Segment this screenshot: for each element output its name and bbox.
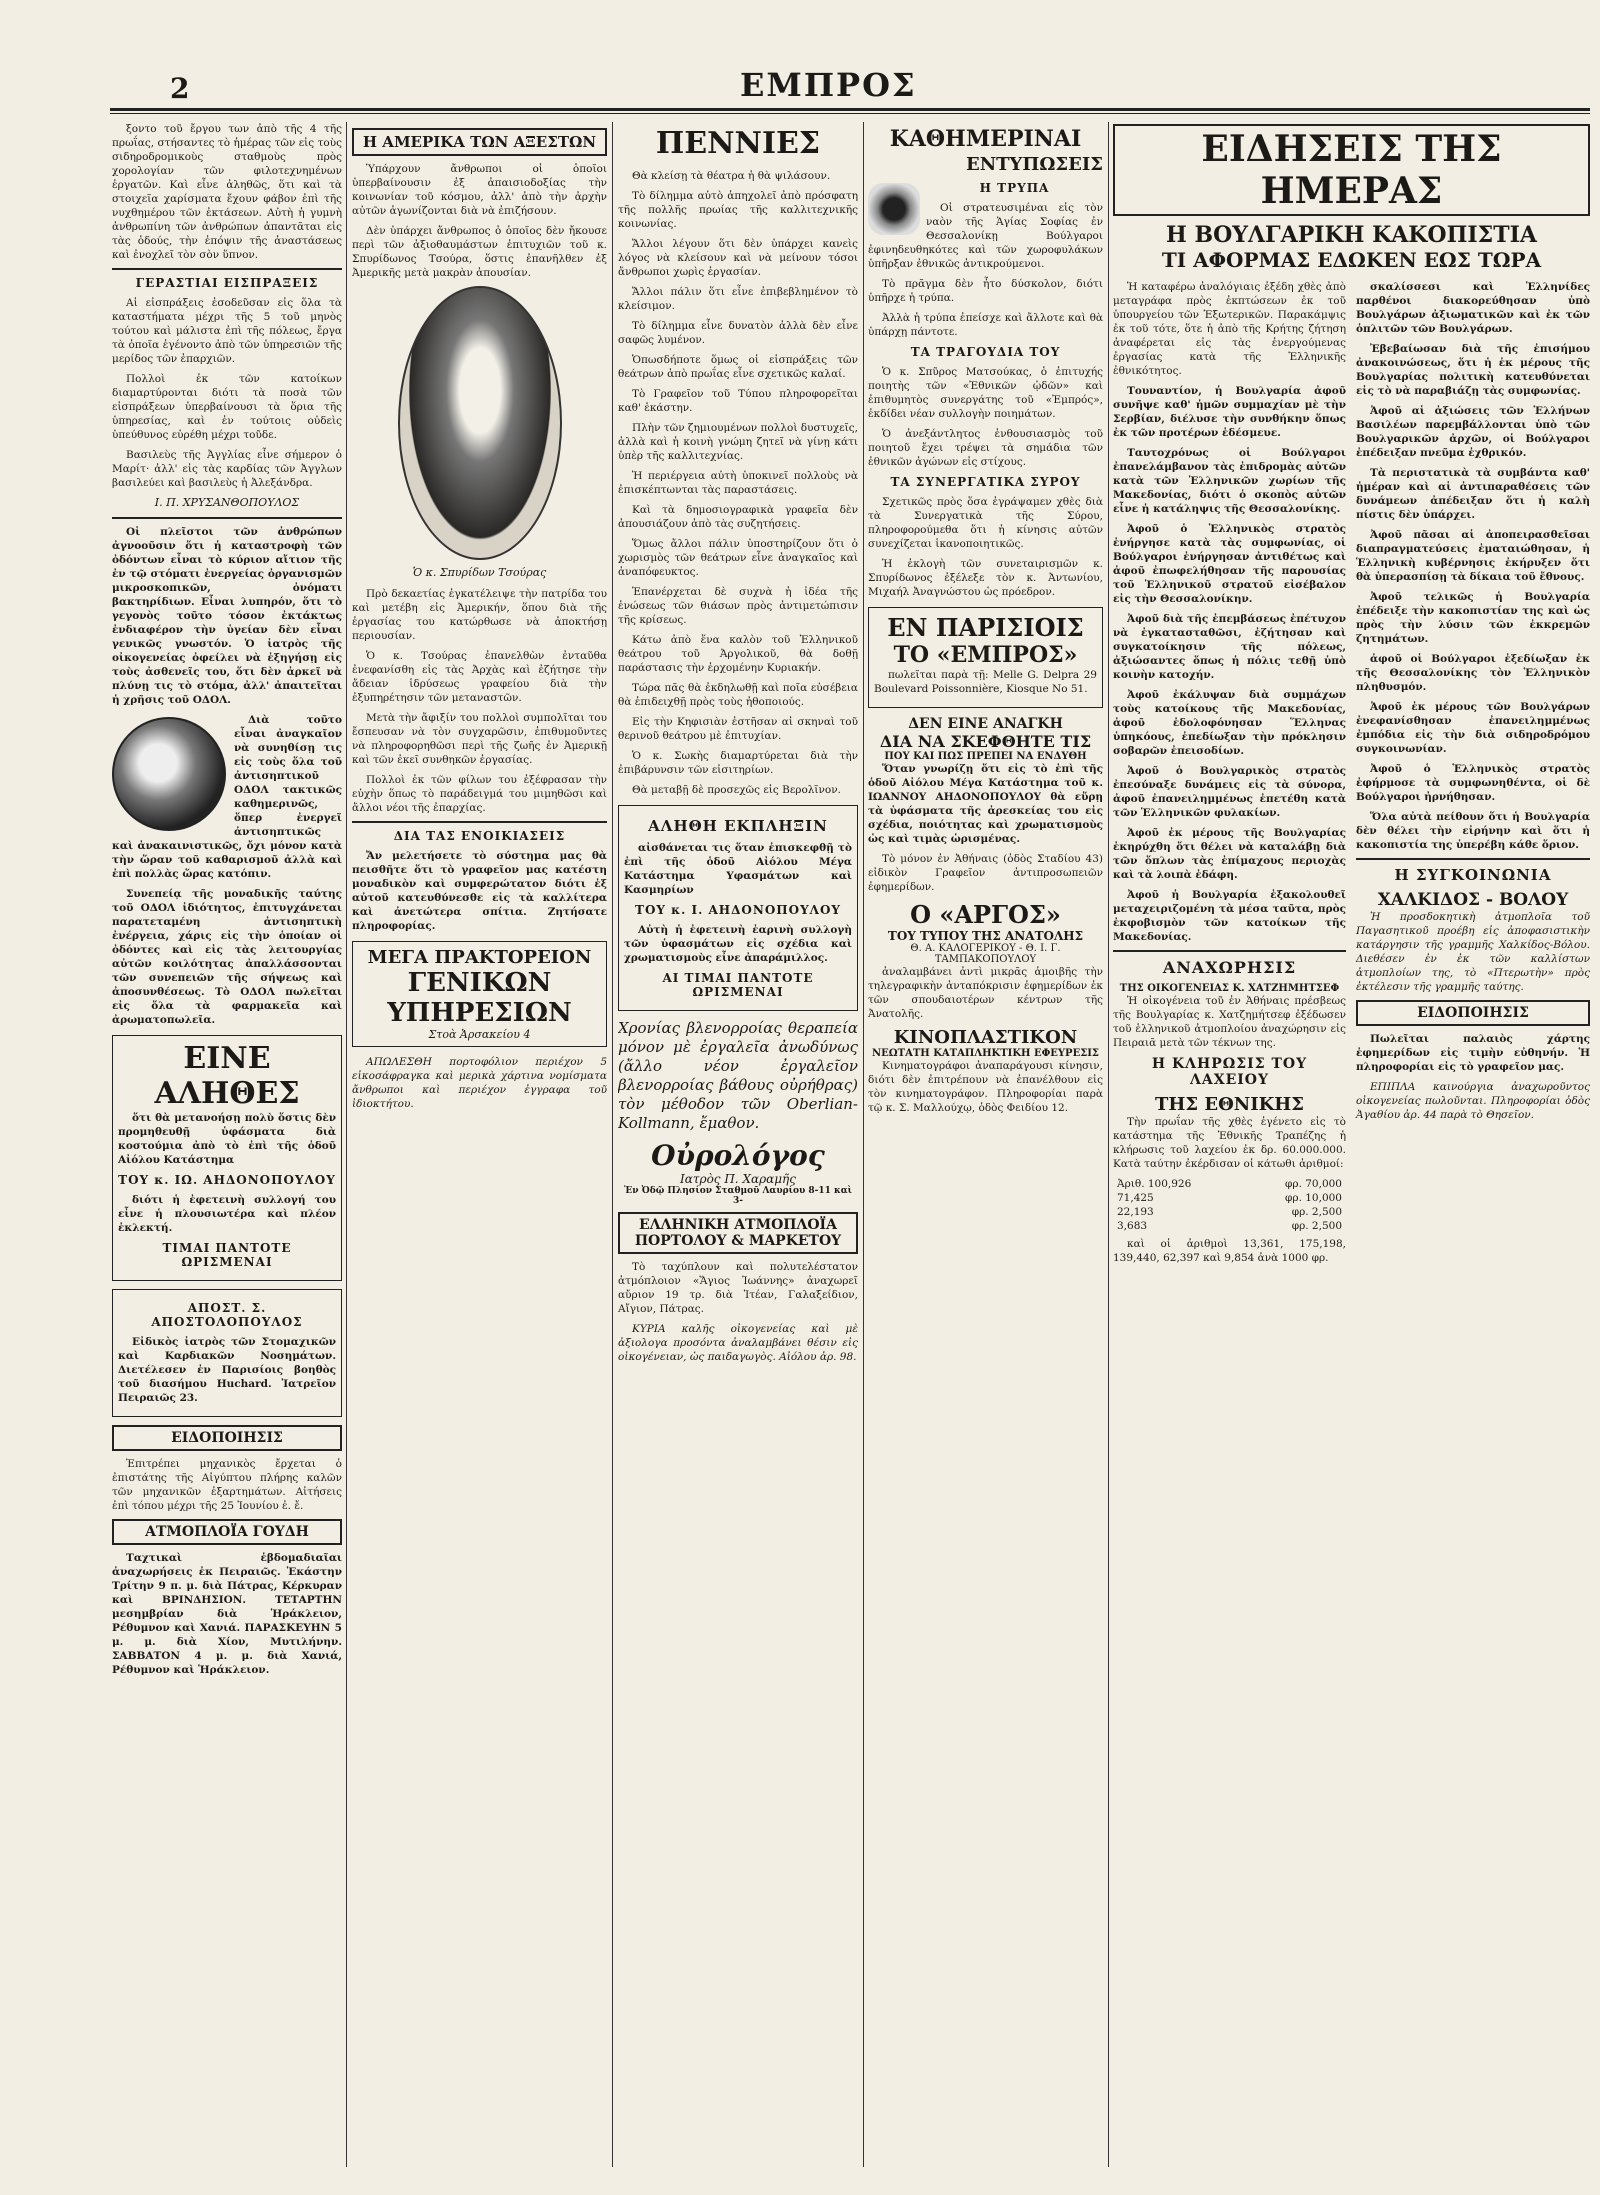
article-paragraph: Αἱ εἰσπράξεις ἐσοδεῦσαν εἰς ὅλα τὰ καταστήματα μέχρι τῆς 5 τοῦ μηνὸς τούτου καὶ μάλιστα ἐπὶ τῆς πόλεως, ἔργα τὰ ὁποῖα ἐγένοντο ἀπὸ τῶν ὑπηρεσιῶν τῆς μερίδος τῶν ἐπαρχιῶν. xyxy=(112,297,342,365)
ad-doctor: Ιατρὸς Π. Χαραμῆς xyxy=(680,1172,796,1186)
article-paragraph: Πολλοὶ ἐκ τῶν φίλων του ἐξέφρασαν τὴν εὐχὴν ὅπως τὸ παράδειγμά του μιμηθῶσι καὶ ἄλλοι νέοι τῆς ἐπαρχίας. xyxy=(352,774,607,814)
article-paragraph: Τὸ Γραφεῖον τοῦ Τύπου πληροφορεῖται καθ' ἑκάστην. xyxy=(618,388,858,414)
rooster-vignette-icon xyxy=(868,183,920,235)
classified-ad: ΚΥΡΙΑ καλῆς οἰκογενείας καὶ μὲ ἀξιολογα προσόντα ἀναλαμβάνει θέσιν εἰς οἰκογένειαν, ὡς παιδαγωγὸς. Αἰόλου ἀρ. 98. xyxy=(618,1323,858,1363)
article-paragraph: Ἡ προσδοκητικὴ ἀτμοπλοῖα τοῦ Παγασητικοῦ προέβη εἰς ἀποφασιστικὴν κατάργησιν τῆς γραμμῆς Χαλκίδος-Βόλου. Διεθέσεν ἐν ἐκ τῶν καλλίστων ἀτμοπλοίων της, τὸ «Πτερωτὴν» πρὸς ἐκτέλεσιν τῆς γραμμῆς ταύτης. xyxy=(1356,911,1590,993)
article-subtitle: ΤΙ ΑΦΟΡΜΑΣ ΕΔΩΚΕΝ ΕΩΣ ΤΩΡΑ xyxy=(1161,248,1542,272)
article-paragraph: Τὰ περιστατικὰ τὰ συμβάντα καθ' ἡμέραν καὶ αἱ ἀντιπαραθέσεις τῶν δυνάμεων ἀπέδειξαν ὅτι ἡ καλὴ πίστις δὲν ὑπάρχει. xyxy=(1356,467,1590,521)
shipping-title: ΑΤΜΟΠΛΟΪΑ ΓΟΥΔΗ xyxy=(112,1519,342,1545)
prize-number: 22,193 xyxy=(1117,1206,1154,1218)
globe-illustration-icon xyxy=(112,717,226,831)
article-paragraph: Καὶ τὰ δημοσιογραφικὰ γραφεῖα δὲν ἀπουσιάζουν ἀπὸ τὰς συζητήσεις. xyxy=(618,504,858,530)
ad-text: ἀναλαμβάνει ἀντὶ μικρᾶς ἀμοιβῆς τὴν τηλεγραφικὴν ἀνταπόκρισιν ἐφημερίδων ἐκ τῶν σπουδαιοτέρων κέντρων τῆς Ἀνατολῆς. xyxy=(868,966,1103,1020)
article-paragraph: Ἄν μελετήσετε τὸ σύστημα μας θὰ πεισθῆτε ὅτι τὸ γραφεῖον μας κατέστη μοναδικὸν καὶ συμφερώτατον διότι ἐξ αὐτοῦ κατευθύνεσθε εἰς τὰ καλλίτερα καὶ ἀνετώτερα σπίτια. Ζητήσατε πληροφορίας. xyxy=(352,850,607,932)
article-paragraph: Ἀφοῦ διὰ τῆς ἐπεμβάσεως ἐπέτυχον νὰ ἐγκατασταθῶσι, ἐζήτησαν καὶ συγκατοίκησιν τῆς πόλεως, ἀξιώσαντες ὅπως ἡ πόλις τεθῇ ὑπὸ κοινὴν κατοχήν. xyxy=(1113,613,1346,681)
prize-number: 3,683 xyxy=(1117,1220,1148,1232)
article-paragraph: Ἀλλὰ ἡ τρύπα ἐπείσχε καὶ ἄλλοτε καὶ θὰ ὑπάρχῃ πάντοτε. xyxy=(868,312,1103,338)
article-paragraph: Ὅλα αὐτὰ πείθουν ὅτι ἡ Βουλγαρία δὲν θέλει τὴν εἰρήνην καὶ ὅτι ἡ κακοπιστία της ὑπερέβη κάθε ὅριον. xyxy=(1356,811,1590,851)
article-paragraph: Ὁ κ. Σωκὴς διαμαρτύρεται διὰ τὴν ἐπιβάρυνσιν τῶν εἰσιτηρίων. xyxy=(618,750,858,776)
article-paragraph: Ταυτοχρόνως οἱ Βούλγαροι ἐπανελάμβανον τὰς ἐπιδρομὰς αὐτῶν κατὰ τῶν Ἑλληνικῶν χωρίων τῆς Μακεδονίας, διότι ὁ σκοπὸς αὐτῶν εἶνε ἡ κατάληψις τῆς Θεσσαλονίκης. xyxy=(1113,447,1346,515)
article-paragraph: Πολλοὶ ἐκ τῶν κατοίκων διαμαρτύρονται διότι τὰ ποσὰ τῶν εἰσπράξεων ὑπερβαίνουσι τὰ ὅρια τῆς ὑπηρεσίας, καὶ ἐν τούτοις οὐδεὶς ὑπεύθυνος εὑρέθη μέχρι τοῦδε. xyxy=(112,373,342,441)
ad-text: πωλεῖται παρὰ τῇ: Melle G. Delpra 29 Boulevard Poissonnière, Kiosque No 51. xyxy=(874,669,1097,695)
article-paragraph: Σχετικῶς πρὸς ὅσα ἐγράψαμεν χθὲς διὰ τὰ Συνεργατικὰ τῆς Σύρου, πληροφορούμεθα ὅτι ἡ κίνησις αὐτῶν συνεχίζεται ἱκανοποιητικῶς. xyxy=(868,496,1103,550)
ad-owner: ΤΟΥ κ. ΙΩ. ΑΗΔΟΝΟΠΟΥΛΟΥ xyxy=(118,1173,336,1187)
article-title: Η ΑΜΕΡΙΚΑ ΤΩΝ ΑΞΕΣΤΩΝ xyxy=(352,128,607,156)
article-paragraph: Τουναντίον, ἡ Βουλγαρία ἀφοῦ συνῆψε καθ' ἡμῶν συμμαχίαν μὲ τὴν Σερβίαν, διέλυσε τὴν συνθήκην ὅπως ἐκ τῶν προτέρων ἐδέσμευε. xyxy=(1113,385,1346,439)
ad-address: Ἐν Ὀδῷ Πλησίον Σταθμοῦ Λαυρίου 8-11 καὶ 3- xyxy=(623,1186,853,1206)
column-rule xyxy=(1108,122,1109,2167)
article-paragraph: Ἄλλοι λέγουν ὅτι δὲν ὑπάρχει κανεὶς λόγος νὰ κλείσουν καὶ νὰ μείνουν τόσοι ἄνθρωποι χωρὶς ἐργασίαν. xyxy=(618,238,858,278)
ad-text: Κινηματογράφοι ἀναπαράγουσι κίνησιν, διότι δὲν ἐπιτρέπουν νὰ ἐπανέλθουν εἰς τὸν κινηματογράφον. Πληροφορίαι παρὰ τῷ κ. Σ. Μαλλούχῳ, ὁδὸς Φειδίου 12. xyxy=(868,1060,1103,1114)
masthead-rule-thin xyxy=(110,113,1590,114)
ad-text: Χρονίας βλενορροίας θεραπεία μόνον μὲ ἐργαλεῖα ἀνωδύνως (ἄλλο νέον ἐργαλεῖον βλενορροίας βάθους οὐρήθρας) τὸν μέθοδον τῶν Oberlian-Kollmann, ἔμαθον. xyxy=(618,1019,858,1132)
article-title: Η ΚΛΗΡΩΣΙΣ ΤΟΥ ΛΑΧΕΙΟΥ xyxy=(1151,1056,1308,1088)
ad-people: Θ. Α. ΚΑΛΟΓΕΡΙΚΟΥ - Θ. Ι. Γ. ΤΑΜΠΑΚΟΠΟΥΛΟΥ xyxy=(910,943,1061,965)
ad-subtitle: ΝΕΩΤΑΤΗ ΚΑΤΑΠΛΗΚΤΙΚΗ ΕΦΕΥΡΕΣΙΣ xyxy=(871,1048,1100,1059)
ad-title: ΔΕΝ ΕΙΝΕ ΑΝΑΓΚΗ xyxy=(908,716,1063,732)
article-subtitle: ΤΗΣ ΟΙΚΟΓΕΝΕΙΑΣ Κ. ΧΑΤΖΗΜΗΤΣΕΦ xyxy=(1119,983,1340,994)
ad-subtitle: ΠΟΥ ΚΑΙ ΠΩΣ ΠΡΕΠΕΙ ΝΑ ΕΝΔΥΘΗ xyxy=(884,751,1087,762)
notice-text: Ἐπιτρέπει μηχανικὸς ἔρχεται ὁ ἐπιστάτης τῆς Αἰγύπτου πλήρης καλῶν τῶν μηχανικῶν ἐξαρτημάτων. Αἰτήσεις ἐπὶ τόπου μέχρι τῆς 25 Ἰουνίου ἐ. ἔ. xyxy=(112,1458,342,1512)
page-number: 2 xyxy=(170,72,190,105)
article-title: ΧΑΛΚΙΔΟΣ - ΒΟΛΟΥ xyxy=(1377,890,1569,910)
odol-ad-paragraph: Συνεπείᾳ τῆς μοναδικῆς ταύτης τοῦ ΟΔΟΛ ἰδιότητος, ἐπιτυγχάνεται παρατεταμένη ἀντισηπτικὴ ἐνέργεια, χάρις εἰς τὴν ὁποίαν οἱ ὀδόντες καὶ εἰς τὰς λειτουργίας αὐτῶν κοιλότητας ἀπαλλάσσονται τῶν συνεπειῶν τῆς σήψεως καὶ ἀποσυνθέσεως. Τὸ ΟΔΟΛ πωλεῖται εἰς ὅλα τὰ φαρμακεῖα καὶ ἀρωματοπωλεῖα. xyxy=(112,888,342,1026)
article-paragraph: Κάτω ἀπὸ ἕνα καλὸν τοῦ Ἑλληνικοῦ θεάτρου τοῦ Ἀργολικοῦ, θὰ δοθῇ παράστασις τὴν ἐρχομένην Κυριακήν. xyxy=(618,634,858,674)
shipping-text: Ταχτικαὶ ἑβδομαδιαῖαι ἀναχωρήσεις ἐκ Πειραιῶς. Ἑκάστην Τρίτην 9 π. μ. διὰ Πάτρας, Κέρκυραν καὶ ΒΡΙΝΔΗΣΙΟΝ. ΤΕΤΑΡΤΗΝ μεσημβρίαν διὰ Ἡράκλειον, Ρέθυμνον καὶ Χανιά. ΠΑΡΑΣΚΕΥΗΝ 5 μ. μ. διὰ Χίον, Μυτιλήνην. ΣΑΒΒΑΤΟΝ 4 μ. μ. διὰ Χανιά, Ρέθυμνον καὶ Ἡράκλειον. xyxy=(112,1552,342,1676)
article-paragraph: Μετὰ τὴν ἄφιξίν του πολλοὶ συμπολῖται του ἔσπευσαν νὰ τὸν συγχαρῶσιν, ἐπιθυμοῦντες νὰ πληροφορηθῶσι περὶ τῆς ζωῆς ἐν Ἀμερικῇ καὶ τῶν ἐκεῖ συνθηκῶν ἐργασίας. xyxy=(352,712,607,766)
article-paragraph: Ἡ περιέργεια αὐτὴ ὑποκινεῖ πολλοὺς νὰ ἐπισκέπτωνται τὰς παραστάσεις. xyxy=(618,470,858,496)
ad-text: αἰσθάνεται τις ὅταν ἐπισκεφθῇ τὸ ἐπὶ τῆς ὁδοῦ Αἰόλου Μέγα Κατάστημα Υφασμάτων καὶ Κασμηρίων xyxy=(624,842,852,896)
table-row xyxy=(1113,1191,1346,1205)
ad-title: ΕΙΝΕ ΑΛΗΘΕΣ xyxy=(154,1041,300,1111)
advertisement xyxy=(868,607,1103,708)
article-paragraph: Ἀφοῦ ὁ Ἑλληνικὸς στρατὸς ἐφήρμοσε τὰ συμφωνηθέντα, οἱ δὲ Βούλγαροι ἠρνήθησαν. xyxy=(1356,763,1590,803)
article-paragraph: Ἀφοῦ αἱ ἀξιώσεις τῶν Ἑλλήνων Βασιλέων παρεμβάλλονται ὑπὸ τῶν Βουλγαρικῶν ἀρχῶν, οἱ Βούλγαροι ἐπέδειξαν πνεῦμα ἐχθρικόν. xyxy=(1356,405,1590,459)
article-paragraph: Ὁ κ. Σπῦρος Ματσούκας, ὁ ἐπιτυχής ποιητὴς τῶν «Ἐθνικῶν ᾠδῶν» καὶ ἐπιθυμητὸς συνεργάτης τοῦ «Ἐμπρός», ἐκδίδει νέαν συλλογὴν ποιημάτων. xyxy=(868,366,1103,420)
odol-ad-paragraph: Οἱ πλεῖστοι τῶν ἀνθρώπων ἀγνοοῦσιν ὅτι ἡ καταστροφὴ τῶν ὀδόντων εἶναι τὸ κύριον αἴτιον τῆς ἐν τῷ στόματι ἐνεργείας ὀργανισμῶν μικροσκοπικῶν, ὀνόματι βακτηρίδιων. Εἶναι λυπηρόν, ὅτι τὸ γεγονὸς τοῦτο τόσον ἐκτάκτως ἐνδιαφέρον τὴν ὑγείαν δὲν εἶναι γενικῶς γνωστόν. Ὁ ἰατρὸς τῆς οἰκογενείας ὀφείλει νὰ ἐξηγήσῃ εἰς τοὺς ἀσθενεῖς του, ὅτι δὲν ἀρκεῖ νὰ πλύνῃ τις τὸ στόμα, ἀλλ' ἀπαιτεῖται ἡ χρῆσις τοῦ ΟΔΟΛ. xyxy=(112,526,342,706)
article-paragraph: Ἡ οἰκογένεια τοῦ ἐν Ἀθήναις πρέσβεως τῆς Βουλγαρίας κ. Χατζημήτσεφ ἐξέδωσεν τοῦ ἑλληνικοῦ ἀτμοπλοίου ἀναχώρησιν εἰς Πειραιᾶ μετὰ τῶν τέκνων της. xyxy=(1113,995,1346,1049)
ad-fixed-prices: ΑΙ ΤΙΜΑΙ ΠΑΝΤΟΤΕ ΩΡΙΣΜΕΝΑΙ xyxy=(662,971,814,999)
article-paragraph: Τώρα πᾶς θὰ ἐκδηλωθῇ καὶ ποῖα εὐσέβεια θὰ ἐπιδειχθῇ πρὸς τοὺς ἠθοποιούς. xyxy=(618,682,858,708)
table-row xyxy=(1113,1205,1346,1219)
article-title: Η ΒΟΥΛΓΑΡΙΚΗ ΚΑΚΟΠΙΣΤΙΑ xyxy=(1166,222,1537,248)
ad-title: Οὐρολόγος xyxy=(651,1139,825,1172)
article-paragraph: Πρὸ δεκαετίας ἐγκατέλειψε τὴν πατρίδα του καὶ μετέβη εἰς Ἀμερικήν, ὅπου διὰ τῆς ἐργασίας του κατώρθωσε νὰ ἀποκτήσῃ περιουσίαν. xyxy=(352,588,607,642)
column-1 xyxy=(112,122,342,2167)
article-title: ΤΑ ΤΡΑΓΟΥΔΙΑ ΤΟΥ xyxy=(910,345,1061,359)
ad-title: ΔΙΑ ΝΑ ΣΚΕΦΘΗΤΕ ΤΙΣ xyxy=(879,732,1092,751)
prize-number: 71,425 xyxy=(1117,1192,1154,1204)
article-paragraph: καὶ οἱ ἀριθμοὶ 13,361, 175,198, 139,440, 62,397 καὶ 9,854 ἀνὰ 1000 φρ. xyxy=(1113,1238,1346,1264)
ad-title: ΓΕΝΙΚΩΝ ΥΠΗΡΕΣΙΩΝ xyxy=(387,968,572,1028)
column-4 xyxy=(868,122,1103,2167)
article-paragraph: Ἀφοῦ ἐκ μέρους τῶν Βουλγάρων ἐνεφανίσθησαν ἐπανειλημμένως ἐμπόδια εἰς τὴν διὰ σιδηροδρόμου συγκοινωνίαν. xyxy=(1356,701,1590,755)
ad-title: ΑΛΗΘΗ ΕΚΠΛΗΞΙΝ xyxy=(648,817,828,835)
article-title: ΤΗΣ ΕΘΝΙΚΗΣ xyxy=(1154,1094,1305,1115)
newspaper-name: ΕΜΠΡΟΣ xyxy=(740,66,917,104)
classified-ad: ΑΠΩΛΕΣΘΗ πορτοφόλιον περιέχον 5 εἰκοσάφραγκα καὶ μερικὰ χάρτινα νομίσματα ἄνθρωποι καὶ περιέχον ἐγγραφα τοῦ ἰδιοκτήτου. xyxy=(352,1056,607,1110)
ad-text: Τὸ μόνον ἐν Ἀθήναις (ὁδὸς Σταδίου 43) εἰδικὸν Γραφεῖον ἀντιπροσωπειῶν ἐφημερίδων. xyxy=(868,853,1103,893)
article-title: Η ΤΡΥΠΑ xyxy=(979,181,1050,195)
article-paragraph: Ὁπωσδήποτε ὅμως οἱ εἰσπράξεις τῶν θεάτρων ἀπὸ πρωΐας εἶνε σχετικῶς καλαί. xyxy=(618,354,858,380)
column-5 xyxy=(1113,122,1590,2167)
ad-title: ΕΝ ΠΑΡΙΣΙΟΙΣ xyxy=(887,613,1084,642)
divider xyxy=(1356,858,1590,860)
article-paragraph: ξοντο τοῦ ἔργου των ἀπὸ τῆς 4 τῆς πρωΐας, στήσαντες τὸ ἡμέρας τῶν εἰς τοὺς σιδηροδρομικοὺς σταθμοὺς πρὸς χορολογίαν τῶν φιλοτεχνημένων ἐργατῶν. Καὶ εἶνε ἀληθῶς, ὅτι καὶ τὰ στοιχεῖα χαρίσματα ἔχουν φάβον ἐπὶ τῆς νυχθημέρου τῶν ἐκτάσεων. Αὐτὴ ἡ γυμνὴ ἀνθρωπίνη τῶν ἀνθρώπων ἀπαντᾶται εἰς τὰς ὁδούς, τὴν ἐπόψιν τῆς ἀναστάσεως καὶ ἐνοχλεῖ τὸν σὸν ὕπνον. xyxy=(112,123,342,261)
advertisement xyxy=(112,1289,342,1417)
article-paragraph: Ὅμως ἄλλοι πάλιν ὑποστηρίζουν ὅτι ὁ χωρισμὸς τῶν θεάτρων εἶνε ἀναγκαῖος καὶ ἀναπόφευκτος. xyxy=(618,538,858,578)
shipping-text: Τὸ ταχύπλουν καὶ πολυτελέστατον ἀτμόπλοιον «Ἅγιος Ἰωάννης» ἀναχωρεῖ αὔριον 19 τρ. διὰ Ἰτέαν, Γαλαξείδιον, Αἴγιον, Πάτρας. xyxy=(618,1261,858,1315)
article-paragraph: Ἀφοῦ ὁ Ἑλληνικὸς στρατὸς ἐνήργησε κατὰ τὰς συμφωνίας, οἱ Βούλγαροι ἐνήργησαν ἀντιθέτως καὶ ἀφοῦ ἐπωφελήθησαν τῆς παρουσίας τοῦ Ἑλληνικοῦ στρατοῦ εἰσέβαλον εἰς τὴν Θεσσαλονίκην. xyxy=(1113,523,1346,605)
column-rule xyxy=(612,122,613,2167)
article-paragraph: Ἀφοῦ πᾶσαι αἱ ἀποπειρασθεῖσαι διαπραγματεύσεις ἐματαιώθησαν, ἡ Ἑλληνικὴ κυβέρνησις ἐκήρυξεν ὅτι θὰ ὑπερασπίσῃ τὰ δίκαια τοῦ ἔθνους. xyxy=(1356,529,1590,583)
article-paragraph: Ἐπανέρχεται δὲ συχνὰ ἡ ἰδέα τῆς ἑνώσεως τῶν θιάσων πρὸς ἀντιμετώπισιν τῆς κρίσεως. xyxy=(618,586,858,626)
article-paragraph: Ὁ ἀνεξάντλητος ἐνθουσιασμὸς τοῦ ποιητοῦ ἔχει τρέψει τὰ σημάδια τῶν ἐθνικῶν ἀγώνων εἰς στίχους. xyxy=(868,428,1103,468)
article-paragraph: Ἐβεβαίωσαν διὰ τῆς ἐπισήμου ἀνακοινώσεως, ὅτι ἡ ἐκ μέρους τῆς Βουλγαρίας πολιτικὴ κατευθύνεται εἰς τὸ νὰ παραβιάζῃ τὰς συμφωνίας. xyxy=(1356,343,1590,397)
advertisement xyxy=(352,941,607,1047)
column-3 xyxy=(618,122,858,2167)
ad-title: ΜΕΓΑ ΠΡΑΚΤΟΡΕΙΟΝ xyxy=(367,947,592,968)
advertisement xyxy=(618,805,858,1011)
article-paragraph: Ἄλλοι πάλιν ὅτι εἶνε ἐπιβεβλημένον τὸ κλείσιμον. xyxy=(618,286,858,312)
notice-text: Πωλεῖται παλαιὸς χάρτης ἐφημερίδων εἰς τιμὴν εὐθηνήν. Ἡ πληροφορίαι εἰς τὸ γραφεῖον μας. xyxy=(1356,1033,1590,1073)
article-paragraph: Τὴν πρωΐαν τῆς χθὲς ἐγένετο εἰς τὸ κατάστημα τῆς Ἐθνικῆς Τραπέζης ἡ κλήρωσις τοῦ λαχείου ἐκ δρ. 60.000.000. Κατὰ ταύτην ἐκέρδισαν οἱ κάτωθι ἀριθμοί: xyxy=(1113,1116,1346,1170)
prize-amount: φρ. 2,500 xyxy=(1291,1220,1342,1232)
article-paragraph: Θὰ μεταβῇ δὲ προσεχῶς εἰς Βερολῖνον. xyxy=(632,784,841,796)
article-paragraph: Θὰ κλείσῃ τὰ θέατρα ἡ θὰ ψιλάσουν. xyxy=(632,170,831,182)
notice-title: ΕΙΔΟΠΟΙΗΣΙΣ xyxy=(112,1425,342,1451)
article-paragraph: Τὸ πρᾶγμα δὲν ἦτο δύσκολον, διότι ὑπῆρχε ἡ τρύπα. xyxy=(868,278,1103,304)
article-paragraph: Δὲν ὑπάρχει ἄνθρωπος ὁ ὁποῖος δὲν ἤκουσε περὶ τῶν ἀξιοθαυμάστων ἐπιτυχιῶν τοῦ κ. Σπυρίδωνος Τσούρα, ὅστις ἐπανῆλθεν ἐξ Ἀμερικῆς μετὰ μακρὰν ἀπουσίαν. xyxy=(352,225,607,279)
article-paragraph: Ἀφοῦ τελικῶς ἡ Βουλγαρία ἐπέδειξε τὴν κακοπιστίαν της καὶ ὡς πρὸς τὴν λύσιν τῶν ἐκκρεμῶν ζητημάτων. xyxy=(1356,591,1590,645)
article-paragraph: Ἀφοῦ ὁ Βουλγαρικὸς στρατὸς ἐπεσύναξε δυνάμεις εἰς τὰ σύνορα, ἀφοῦ ἐπανειλημμένως ἐπετέθη κατὰ τῶν Ἑλληνικῶν φυλακίων. xyxy=(1113,765,1346,819)
article-signature: Ι. Π. ΧΡΥΣΑΝΘΟΠΟΥΛΟΣ xyxy=(154,496,300,509)
prize-number: Ἀριθ. 100,926 xyxy=(1117,1178,1192,1190)
ad-text: ὅτι θὰ μετανοήσῃ πολὺ ὅστις δὲν προμηθευθῇ ὑφάσματα διὰ κοστούμια ἀπὸ τὸ ἐπὶ τῆς ὁδοῦ Αἰόλου Κατάστημα xyxy=(118,1112,336,1166)
section-subtitle: ΕΝΤΥΠΩΣΕΙΣ xyxy=(965,154,1103,175)
classified-ad: ΕΠΙΠΛΑ καινούργια ἀναχωροῦντος οἰκογενείας πωλοῦνται. Πληροφορίαι ὁδὸς Ἀγαθίου ἀρ. 44 παρὰ τὸ Θησεῖον. xyxy=(1356,1081,1590,1121)
article-paragraph: Ἡ καταφέρω ἀναλόγιαις ἐξέδη χθὲς ἀπὸ μεταγράφα πρὸς ἐκπτώσεων ἐκ τοῦ ὑπουργείου τῶν Ἐξωτερικῶν. Παρακάμψις ἐκ τοῦ τότε, ὅτε ἡ ἀπὸ τῆς Κρήτης ζήτηση ἀναφέρεται εἰς τὰς ἐνεργούμενας ἐργασίας κατὰ τῆς Ἑλληνικῆς ἐθνικότητος. xyxy=(1113,281,1346,377)
article-paragraph: Ὁ κ. Τσούρας ἐπανελθὼν ἐνταῦθα ἐνεφανίσθη εἰς τὰς Ἀρχὰς καὶ ἐζήτησε τὴν ἄδειαν ἱδρύσεως γραφείου διὰ τὴν ἐξυπηρέτησιν τῶν μεταναστῶν. xyxy=(352,650,607,704)
section-title: ΚΑΘΗΜΕΡΙΝΑΙ xyxy=(889,126,1082,152)
ad-title: ΤΟ «ΕΜΠΡΟΣ» xyxy=(893,642,1078,668)
odol-ad-paragraph: Διὰ τοῦτο εἶναι ἀναγκαῖον νὰ συνηθίσῃ τις εἰς τοὺς ὅλα τοῦ ἀντισηπτικοῦ ΟΔΟΛ τακτικῶς καθημερινῶς, ὅπερ ἐνεργεῖ ἀντισηπτικῶς καὶ ἀνακαινιστικῶς, ὄχι μόνον κατὰ τὴν ὥραν τοῦ καθαρισμοῦ ἀλλὰ καὶ ἐπὶ πολλὰς ὥρας κατόπιν. xyxy=(112,714,342,880)
article-column-right xyxy=(1356,280,1590,1271)
section-title: ΕΙΔΗΣΕΙΣ ΤΗΣ ΗΜΕΡΑΣ xyxy=(1113,124,1590,216)
ad-text: Αὐτὴ ἡ ἐφετεινὴ ἐαρινὴ συλλογὴ τῶν ὑφασμάτων εἰς σχέδια καὶ χρωματισμοὺς εἶνε ἀπαράμιλλος. xyxy=(624,924,852,964)
article-paragraph: Εἰς τὴν Κηφισιὰν ἐστῆσαν αἱ σκηναὶ τοῦ θερινοῦ θεάτρου μὲ ἐπιτυχίαν. xyxy=(618,716,858,742)
ad-title: ΚΙΝΟΠΛΑΣΤΙΚΟΝ xyxy=(893,1027,1078,1048)
article-paragraph: ἀφοῦ οἱ Βούλγαροι ἐξεδίωξαν ἐκ τῆς Θεσσαλονίκης τὸν Ἑλληνικὸν πληθυσμόν. xyxy=(1356,653,1590,693)
notice-title: ΕΙΔΟΠΟΙΗΣΙΣ xyxy=(1356,1000,1590,1026)
divider xyxy=(1113,950,1346,952)
article-paragraph: Ἡ ἐκλογὴ τῶν συνεταιρισμῶν κ. Σπυρίδωνος ἐξέλεξε τὸν κ. Ἀντωνίου, Μιχαήλ Ἀναγνώστου ὡς πρόεδρον. xyxy=(868,558,1103,598)
ad-subtitle: ΤΟΥ ΤΥΠΟΥ ΤΗΣ ΑΝΑΤΟΛΗΣ xyxy=(887,929,1084,943)
article-title: Η ΣΥΓΚΟΙΝΩΝΙΑ xyxy=(1394,866,1552,884)
ad-text: Εἰδικὸς ἰατρὸς τῶν Στομαχικῶν καὶ Καρδιακῶν Νοσημάτων. Διετέλεσεν ἐν Παρισίοις βοηθὸς τοῦ διασήμου Huchard. Ἰατρεῖον Πειραιῶς 23. xyxy=(118,1336,336,1404)
table-row xyxy=(1113,1219,1346,1233)
prize-amount: φρ. 10,000 xyxy=(1285,1192,1342,1204)
article-paragraph: Ἀφοῦ ἐκ μέρους τῆς Βουλγαρίας ἐκηρύχθη ὅτι θέλει νὰ καταλάβῃ διὰ τῶν ὅπλων τὰς ἐπίμαχους περιοχὰς καὶ τὰ λοιπὰ ἐδάφη. xyxy=(1113,827,1346,881)
article-paragraph: Τὸ δίλημμα αὐτὸ ἀπηχολεῖ ἀπὸ πρόσφατη τῆς πολλῆς πρωίας τῆς καλλιτεχνικῆς κοινωνίας. xyxy=(618,190,858,230)
article-title: ΓΕΡΑΣΤΙΑΙ ΕΙΣΠΡΑΞΕΙΣ xyxy=(135,276,319,290)
article-paragraph: Τὸ δίλημμα εἶνε δυνατὸν ἀλλὰ δὲν εἶνε σαφῶς λυμένον. xyxy=(618,320,858,346)
ad-title: Ο «ΑΡΓΟΣ» xyxy=(910,900,1061,929)
article-title: ΑΝΑΧΩΡΗΣΙΣ xyxy=(1162,958,1297,977)
portrait-photo xyxy=(398,286,562,560)
masthead xyxy=(0,0,1600,118)
photo-caption: Ὁ κ. Σπυρίδων Τσούρας xyxy=(412,566,547,579)
article-paragraph: σκαλίσσεσι καὶ Ἑλληνίδες παρθένοι διακορεύθησαν ὑπὸ Βουλγάρων ἀξιωματικῶν καὶ ἐκ τῶν ὁπλιτῶν τῶν Βουλγάρων. xyxy=(1356,281,1590,335)
section-title: ΠΕΝΝΙΕΣ xyxy=(655,126,821,161)
article-paragraph: Πλὴν τῶν ζημιουμένων πολλοὶ δυστυχεῖς, ἀλλὰ καὶ ἡ κοινὴ γνώμη ζητεῖ νὰ γίνῃ κάτι ὑπὲρ τῆς καλλιτεχνίας. xyxy=(618,422,858,462)
divider xyxy=(112,268,342,270)
column-rule xyxy=(346,122,347,2167)
divider xyxy=(112,517,342,519)
column-rule xyxy=(863,122,864,2167)
article-title: ΔΙΑ ΤΑΣ ΕΝΟΙΚΙΑΣΕΙΣ xyxy=(393,829,566,843)
column-2 xyxy=(352,122,607,2167)
article-paragraph: Ὑπάρχουν ἄνθρωποι οἱ ὁποῖοι ὑπερβαίνουσιν ἐξ ἀπαισιοδοξίας τὴν κοινωνίαν τοῦ κόσμου, ἀλλ' ἀπὸ τὴν ἀρχὴν αὐτῶν ἀγωνίζονται διὰ νὰ ἐπιζήσουν. xyxy=(352,163,607,217)
ad-text: Ὅταν γνωρίζῃ ὅτι εἰς τὸ ἐπὶ τῆς ὁδοῦ Αἰόλου Μέγα Κατάστημα τοῦ κ. ΙΩΑΝΝΟΥ ΑΗΔΟΝΟΠΟΥΛΟΥ θὰ εὕρῃ τὰ ὑφάσματα τῆς ἀρεσκείας του εἰς σχέδια, ποιότητας καὶ χρωματισμοὺς ὡς καὶ τιμὰς ὡρισμένας. xyxy=(868,763,1103,845)
article-paragraph: Ἀφοῦ ἡ Βουλγαρία ἐξακολουθεῖ μεταχειριζομένη τὰ μέσα ταῦτα, πρὸς ἐκφοβισμὸν τῶν κατοίκων τῆς Μακεδονίας. xyxy=(1113,889,1346,943)
prize-table xyxy=(1113,1177,1346,1233)
prize-amount: φρ. 2,500 xyxy=(1291,1206,1342,1218)
shipping-title: ΕΛΛΗΝΙΚΗ ΑΤΜΟΠΛΟΪΑ ΠΟΡΤΟΛΟΥ & ΜΑΡΚΕΤΟΥ xyxy=(618,1212,858,1254)
article-paragraph: Οἱ στρατευσιμέναι εἰς τὸν ναὸν τῆς Ἁγίας Σοφίας ἐν Θεσσαλονίκῃ Βούλγαροι ἐφινηδευθηκότες καὶ τῶν χωροφυλάκων ὑπῆρξαν ἐθνικῶς ἀντικρούμενοι. xyxy=(868,202,1103,270)
article-title: ΤΑ ΣΥΝΕΡΓΑΤΙΚΑ ΣΥΡΟΥ xyxy=(890,475,1081,489)
ad-owner: ΤΟΥ κ. Ι. ΑΗΔΟΝΟΠΟΥΛΟΥ xyxy=(635,903,841,917)
article-paragraph: Βασιλεὺς τῆς Ἀγγλίας εἶνε σήμερον ὁ Μαρίτ· ἀλλ' εἰς τὰς καρδίας τῶν Ἀγγλων βασιλεύει καὶ βασιλεὺς ἡ Ἀλεξάνδρα. xyxy=(112,449,342,489)
article-paragraph: Ἀφοῦ ἐκάλυψαν διὰ συμμάχων τοὺς κατοίκους τῆς Μακεδονίας, ἀφοῦ ἐδολοφόνησαν Ἕλληνας ὑπηκόους, ἐπεδίωξαν τὴν πρόκλησιν σοβαρῶν ἐπεισοδίων. xyxy=(1113,689,1346,757)
advertisement xyxy=(112,1035,342,1281)
ad-fixed-prices: ΤΙΜΑΙ ΠΑΝΤΟΤΕ ΩΡΙΣΜΕΝΑΙ xyxy=(162,1241,292,1269)
article-column-left xyxy=(1113,280,1346,1271)
ad-address: Στοὰ Ἀρσακείου 4 xyxy=(428,1028,531,1041)
ad-text: διότι ἡ ἐφετεινὴ συλλογή του εἶνε ἡ πλουσιωτέρα καὶ πλέον ἐκλεκτή. xyxy=(118,1194,336,1234)
ad-title: ΑΠΟΣΤ. Σ. ΑΠΟΣΤΟΛΟΠΟΥΛΟΣ xyxy=(151,1301,303,1329)
table-row xyxy=(1113,1177,1346,1191)
prize-amount: φρ. 70,000 xyxy=(1285,1178,1342,1190)
masthead-rule xyxy=(110,108,1590,111)
divider xyxy=(352,821,607,823)
